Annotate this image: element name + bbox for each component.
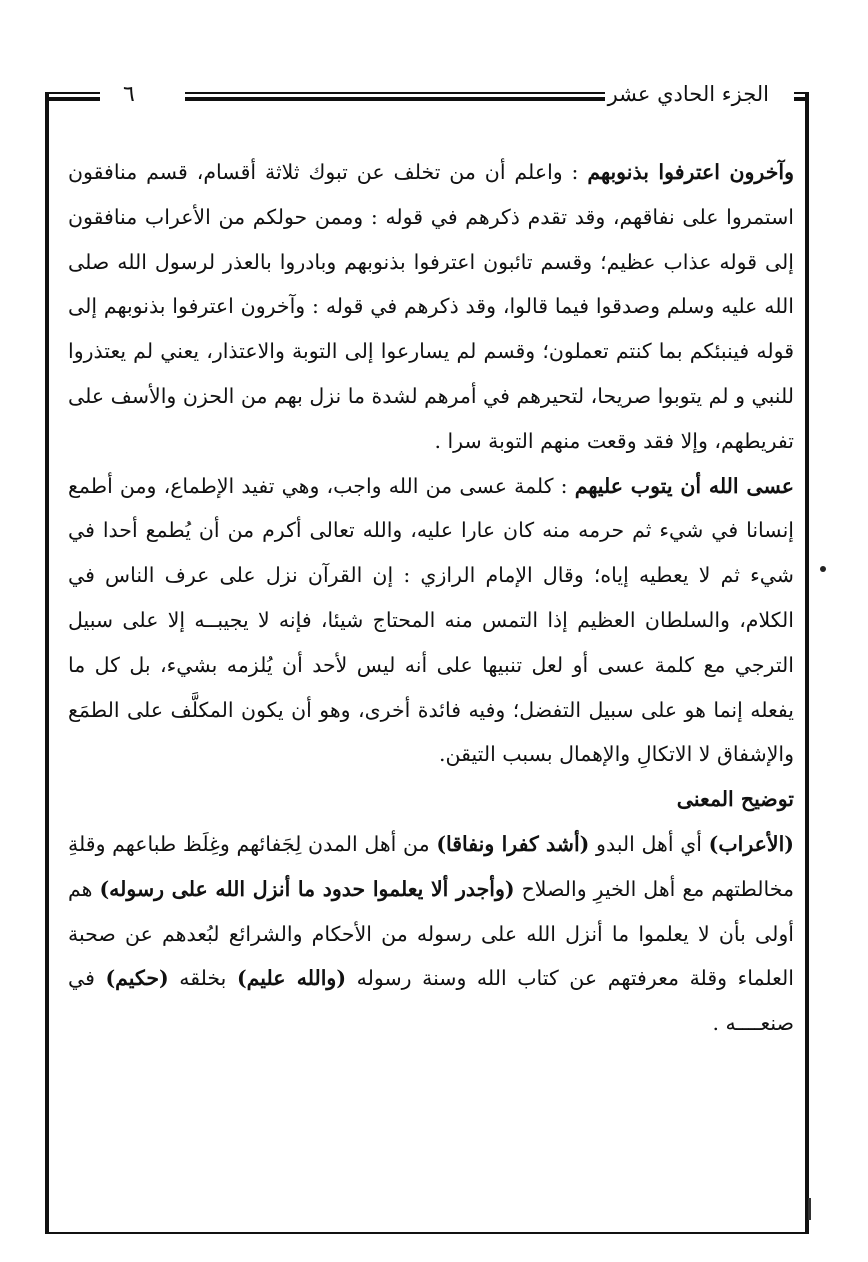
paragraph-text: : كلمة عسى من الله واجب، وهي تفيد الإطماع، ومن أطمع إنسانا في شيء ثم حرمه منه كان عارا عليه، والله تعالى أكرم من أن يُطمع أحدا في شيء ثم لا يعطيه إياه؛ وقال الإمام الرازي : إن القرآن نزل على عرف الناس في الكلام، والسلطان العظيم إذا التمس منه المحتاج شيئا، فإنه لا يجيبــه إلا على سبيل الترجي مع كلمة عسى أو لعل تنبيها على أنه ليس لأحد أن يُلزمه بشيء، بل كل ما يفعله إنما هو على سبيل التفضل؛ وفيه فائدة أخرى، وهو أن يكون المكلَّف على الطمَع والإشفاق لا الاتكالِ والإهمال بسبب التيقن. bbox=[68, 473, 794, 767]
verse-phrase: (أشد كفرا ونفاقا) bbox=[436, 831, 590, 856]
verse-phrase: (الأعراب) bbox=[708, 831, 794, 856]
margin-mark bbox=[808, 1198, 811, 1220]
paragraph-meaning bbox=[68, 822, 794, 1046]
verse-phrase: عسى الله أن يتوب عليهم bbox=[574, 473, 794, 498]
section-heading: توضيح المعنى bbox=[676, 787, 794, 812]
paragraph-text: من أهل المدن لِجَفائهم وغِلَظ طباعهم وقلةِ مخالطتهم مع أهل الخيرِ والصلاح bbox=[68, 831, 794, 901]
paragraph-text: في صنعــــه . bbox=[68, 966, 794, 1036]
verse-phrase: (حكيم) bbox=[105, 966, 169, 991]
verse-phrase: (والله عليم) bbox=[236, 966, 347, 991]
paragraph-text: أي أهل البدو bbox=[589, 831, 709, 856]
verse-phrase: (وأجدر ألا يعلموا حدود ما أنزل الله على رسوله) bbox=[99, 876, 515, 901]
page-body bbox=[68, 150, 794, 1046]
paragraph-text: : واعلم أن من تخلف عن تبوك ثلاثة أقسام، قسم منافقون استمروا على نفاقهم، وقد تقدم ذكرهم في قوله : وممن حولكم من الأعراب منافقون إلى قوله عذاب عظيم؛ وقسم تائبون اعترفوا بذنوبهم وبادروا بالعذر لرسول الله صلى الله عليه وسلم وصدقوا فيما قالوا، وقد ذكرهم في قوله : وآخرون اعترفوا بذنوبهم إلى قوله فينبئكم بما كنتم تعملون؛ وقسم لم يسارعوا إلى التوبة والاعتذار، يعني لم يعتذروا للنبي و لم يتوبوا صريحا، لتحيرهم في أمرهم لشدة ما نزل بهم من الحزن والأسف على تفريطهم، وإلا فقد وقعت منهم التوبة سرا . bbox=[68, 160, 794, 453]
page-header bbox=[45, 82, 809, 112]
verse-phrase: وآخرون اعترفوا بذنوبهم bbox=[587, 160, 794, 184]
paragraph-those-who-confessed bbox=[68, 150, 794, 464]
header-rule-right bbox=[794, 92, 809, 101]
page-number: ٦ bbox=[123, 82, 135, 107]
margin-dot bbox=[820, 566, 826, 572]
paragraph-text: هم أولى بأن لا يعلموا ما أنزل الله على رسوله من الأحكام والشرائع لبُعدهم عن صحبة العلماء وقلة معرفتهم عن كتاب الله وسنة رسوله bbox=[68, 876, 794, 991]
header-rule-middle bbox=[185, 92, 605, 101]
paragraph-text: بخلقه bbox=[168, 966, 237, 991]
paragraph-perhaps-allah bbox=[68, 464, 794, 778]
header-rule-left bbox=[45, 92, 100, 101]
part-title: الجزء الحادي عشر bbox=[607, 82, 769, 106]
